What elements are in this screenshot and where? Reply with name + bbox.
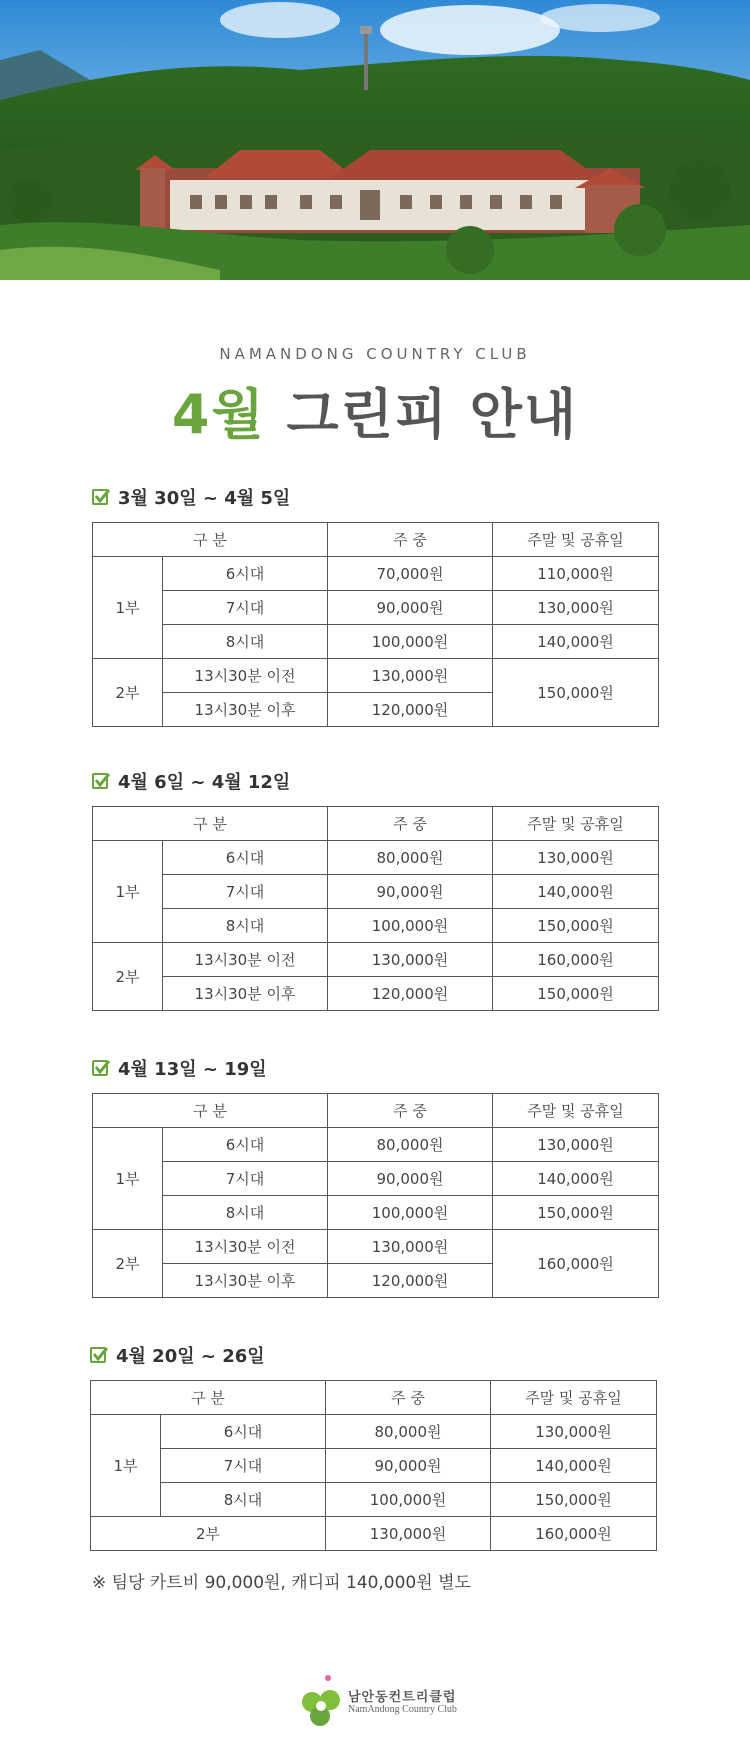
header-category: 구 분 xyxy=(93,1094,328,1128)
time-cell: 8시대 xyxy=(161,1483,326,1517)
table-row xyxy=(91,1449,657,1483)
table-row xyxy=(91,1517,657,1551)
page-title-text: 그린피 안내 xyxy=(286,383,579,446)
table-row xyxy=(93,1128,659,1162)
weekday-fee: 80,000원 xyxy=(326,1415,491,1449)
header-weekday: 주 중 xyxy=(326,1381,491,1415)
header-weekday: 주 중 xyxy=(328,1094,493,1128)
weekday-fee: 90,000원 xyxy=(328,591,493,625)
part-label: 1부 xyxy=(93,841,163,943)
fee-table xyxy=(92,806,659,1011)
section-date-range: 3월 30일 ~ 4월 5일 xyxy=(118,488,291,509)
weekday-fee: 90,000원 xyxy=(328,875,493,909)
time-cell: 6시대 xyxy=(161,1415,326,1449)
weekend-fee: 150,000원 xyxy=(493,977,659,1011)
weekend-fee: 110,000원 xyxy=(493,557,659,591)
header-weekday: 주 중 xyxy=(328,807,493,841)
weekend-fee: 150,000원 xyxy=(493,659,659,727)
checkbox-icon xyxy=(92,1060,108,1076)
weekday-fee: 80,000원 xyxy=(328,1128,493,1162)
time-cell: 6시대 xyxy=(163,1128,328,1162)
time-cell: 8시대 xyxy=(163,1196,328,1230)
table-row xyxy=(93,909,659,943)
time-cell: 7시대 xyxy=(161,1449,326,1483)
weekend-fee: 140,000원 xyxy=(493,625,659,659)
weekend-fee: 140,000원 xyxy=(493,1162,659,1196)
table-row xyxy=(93,591,659,625)
logo-name-korean: 남안동컨트리클럽 xyxy=(348,1690,457,1705)
fee-note: ※ 팀당 카트비 90,000원, 캐디피 140,000원 별도 xyxy=(92,1573,471,1593)
table-row xyxy=(93,875,659,909)
time-cell: 13시30분 이후 xyxy=(163,693,328,727)
header-weekend: 주말 및 공휴일 xyxy=(493,807,659,841)
section-header xyxy=(92,1053,658,1083)
header-category: 구 분 xyxy=(91,1381,326,1415)
time-cell: 8시대 xyxy=(163,909,328,943)
hero-image xyxy=(0,0,750,280)
weekday-fee: 120,000원 xyxy=(328,977,493,1011)
weekday-fee: 90,000원 xyxy=(326,1449,491,1483)
header-category: 구 분 xyxy=(93,807,328,841)
fee-table xyxy=(92,522,659,727)
weekday-fee: 120,000원 xyxy=(328,693,493,727)
weekend-fee: 150,000원 xyxy=(493,909,659,943)
fee-section-4 xyxy=(90,1340,656,1551)
header-weekend: 주말 및 공휴일 xyxy=(493,523,659,557)
table-row xyxy=(93,943,659,977)
weekday-fee: 90,000원 xyxy=(328,1162,493,1196)
weekday-fee: 100,000원 xyxy=(328,909,493,943)
logo-name-english: NamAndong Country Club xyxy=(348,1704,457,1715)
weekday-fee: 80,000원 xyxy=(328,841,493,875)
weekday-fee: 100,000원 xyxy=(326,1483,491,1517)
time-cell: 7시대 xyxy=(163,875,328,909)
fee-table xyxy=(90,1380,657,1551)
table-header-row xyxy=(91,1381,657,1415)
header-category: 구 분 xyxy=(93,523,328,557)
weekend-fee: 140,000원 xyxy=(491,1449,657,1483)
table-row xyxy=(93,1162,659,1196)
time-cell: 13시30분 이전 xyxy=(163,659,328,693)
part-label: 2부 xyxy=(93,943,163,1011)
weekday-fee: 130,000원 xyxy=(328,659,493,693)
table-row xyxy=(93,625,659,659)
section-header xyxy=(90,1340,656,1370)
weekend-fee: 130,000원 xyxy=(491,1415,657,1449)
fee-section-3 xyxy=(92,1053,658,1298)
time-cell: 6시대 xyxy=(163,557,328,591)
weekday-fee: 130,000원 xyxy=(328,943,493,977)
table-header-row xyxy=(93,807,659,841)
weekend-fee: 150,000원 xyxy=(491,1483,657,1517)
checkbox-icon xyxy=(92,489,108,505)
weekend-fee: 160,000원 xyxy=(491,1517,657,1551)
weekday-fee: 130,000원 xyxy=(328,1230,493,1264)
time-cell: 13시30분 이전 xyxy=(163,1230,328,1264)
table-row xyxy=(93,557,659,591)
header-weekday: 주 중 xyxy=(328,523,493,557)
time-cell: 7시대 xyxy=(163,1162,328,1196)
part-label: 2부 xyxy=(93,659,163,727)
table-row xyxy=(93,659,659,693)
part-label: 1부 xyxy=(93,1128,163,1230)
weekend-fee: 160,000원 xyxy=(493,943,659,977)
header-weekend: 주말 및 공휴일 xyxy=(493,1094,659,1128)
time-cell: 13시30분 이전 xyxy=(163,943,328,977)
header-weekend: 주말 및 공휴일 xyxy=(491,1381,657,1415)
weekend-fee: 160,000원 xyxy=(493,1230,659,1298)
section-date-range: 4월 20일 ~ 26일 xyxy=(116,1346,265,1367)
weekday-fee: 100,000원 xyxy=(328,1196,493,1230)
fee-table xyxy=(92,1093,659,1298)
checkbox-icon xyxy=(90,1347,106,1363)
table-row xyxy=(93,977,659,1011)
checkbox-icon xyxy=(92,773,108,789)
weekend-fee: 140,000원 xyxy=(493,875,659,909)
weekend-fee: 130,000원 xyxy=(493,841,659,875)
table-header-row xyxy=(93,1094,659,1128)
clover-logo-icon xyxy=(298,1672,344,1732)
part-label: 2부 xyxy=(91,1517,326,1551)
club-logo xyxy=(298,1672,468,1732)
table-row xyxy=(91,1483,657,1517)
time-cell: 13시30분 이후 xyxy=(163,1264,328,1298)
table-row xyxy=(93,841,659,875)
page-title xyxy=(0,372,750,449)
time-cell: 7시대 xyxy=(163,591,328,625)
page-title-month: 4월 xyxy=(171,383,266,446)
section-header xyxy=(92,482,658,512)
section-header xyxy=(92,766,658,796)
fee-section-2 xyxy=(92,766,658,1011)
weekend-fee: 130,000원 xyxy=(493,591,659,625)
time-cell: 13시30분 이후 xyxy=(163,977,328,1011)
table-row xyxy=(93,1196,659,1230)
time-cell: 6시대 xyxy=(163,841,328,875)
table-row xyxy=(91,1415,657,1449)
weekday-fee: 130,000원 xyxy=(326,1517,491,1551)
weekday-fee: 120,000원 xyxy=(328,1264,493,1298)
part-label: 1부 xyxy=(91,1415,161,1517)
part-label: 2부 xyxy=(93,1230,163,1298)
fee-section-1 xyxy=(92,482,658,727)
club-subtitle: NAMANDONG COUNTRY CLUB xyxy=(219,345,531,363)
section-date-range: 4월 13일 ~ 19일 xyxy=(118,1059,267,1080)
weekday-fee: 70,000원 xyxy=(328,557,493,591)
part-label: 1부 xyxy=(93,557,163,659)
time-cell: 8시대 xyxy=(163,625,328,659)
section-date-range: 4월 6일 ~ 4월 12일 xyxy=(118,772,291,793)
table-row xyxy=(93,1230,659,1264)
table-header-row xyxy=(93,523,659,557)
weekday-fee: 100,000원 xyxy=(328,625,493,659)
weekend-fee: 130,000원 xyxy=(493,1128,659,1162)
weekend-fee: 150,000원 xyxy=(493,1196,659,1230)
